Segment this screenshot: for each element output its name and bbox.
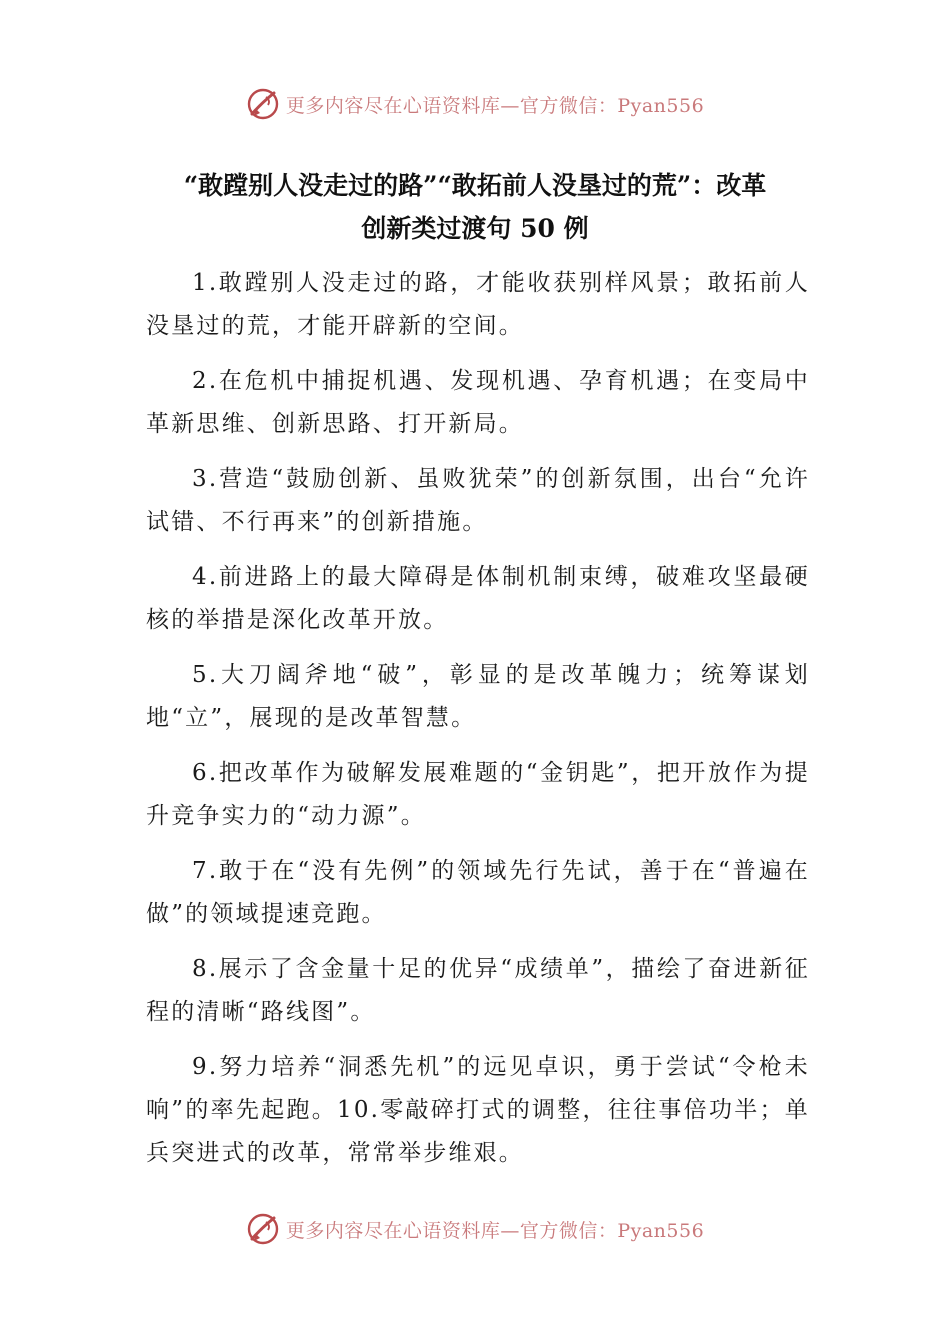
paragraph-9: 9.努力培养“洞悉先机”的远见卓识，勇于尝试“令枪未响”的率先起跑。10.零敲碎打式的调整，往往事倍功半；单兵突进式的改革，常常举步维艰。 — [146, 1054, 810, 1166]
paragraph-8: 8.展示了含金量十足的优异“成绩单”，描绘了奋进新征程的清晰“路线图”。 — [146, 956, 810, 1025]
paragraph-6: 6.把改革作为破解发展难题的“金钥匙”，把开放作为提升竞争实力的“动力源”。 — [146, 760, 810, 829]
header-banner — [0, 84, 950, 124]
paragraph-2: 2.在危机中捕捉机遇、发现机遇、孕育机遇；在变局中革新思维、创新思路、打开新局。 — [146, 368, 810, 437]
document-body — [146, 262, 810, 1187]
paragraph-3: 3.营造“鼓励创新、虽败犹荣”的创新氛围，出台“允许试错、不行再来”的创新措施。 — [146, 466, 810, 535]
paragraph-7: 7.敢于在“没有先例”的领域先行先试，善于在“普遍在做”的领域提速竞跑。 — [146, 858, 810, 927]
banner-text: 更多内容尽在心语资料库—官方微信：Pyan556 — [285, 94, 705, 117]
page-title — [140, 164, 810, 250]
paragraph-4: 4.前进路上的最大障碍是体制机制束缚，破难攻坚最硬核的举措是深化改革开放。 — [146, 564, 810, 633]
banner-text: 更多内容尽在心语资料库—官方微信：Pyan556 — [285, 1219, 705, 1242]
title-line-1: “敢蹚别人没走过的路”“敢拓前人没垦过的荒”：改革 — [183, 171, 767, 200]
pen-logo-icon — [246, 1212, 280, 1246]
footer-banner — [0, 1209, 950, 1249]
paragraph-1: 1.敢蹚别人没走过的路，才能收获别样风景；敢拓前人没垦过的荒，才能开辟新的空间。 — [146, 270, 810, 339]
title-line-2: 创新类过渡句 50 例 — [361, 214, 589, 243]
paragraph-5: 5.大刀阔斧地“破”，彰显的是改革魄力；统筹谋划地“立”，展现的是改革智慧。 — [146, 662, 810, 731]
pen-logo-icon — [246, 87, 280, 121]
